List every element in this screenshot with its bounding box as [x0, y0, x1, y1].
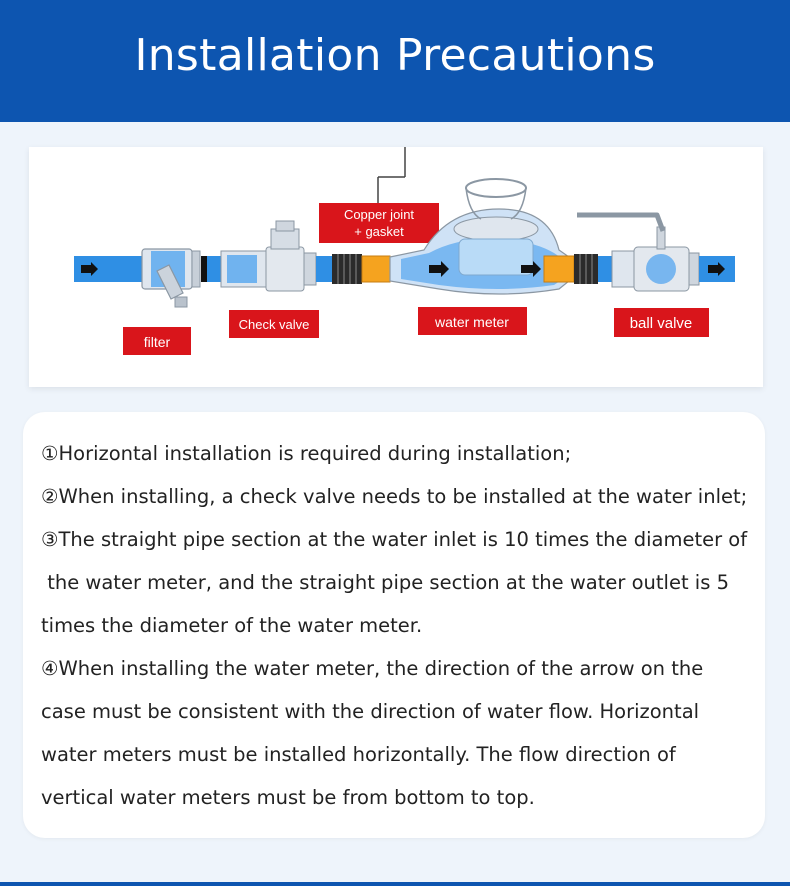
gasket-label: + gasket	[354, 224, 404, 239]
water-meter-label: water meter	[435, 314, 509, 330]
pipe-segment	[316, 256, 332, 282]
filter-label: filter	[143, 334, 171, 350]
page-header	[0, 0, 790, 122]
precaution-line: ②When installing, a check valve needs to be installed at the water inlet;	[41, 485, 748, 508]
pipe-segment	[598, 256, 612, 282]
page-title: Installation Precautions	[134, 30, 656, 81]
precaution-line: ③The straight pipe section at the water inlet is 10 times the diameter of	[41, 528, 748, 551]
precaution-line: case must be consistent with the direction of water flow. Horizontal	[41, 700, 700, 723]
copper-joint-inlet	[362, 256, 390, 282]
precaution-line: ①Horizontal installation is required during installation;	[41, 442, 572, 465]
precautions-card	[23, 412, 765, 838]
precaution-line: ④When installing the water meter, the direction of the arrow on the	[41, 657, 704, 680]
precautions-list	[41, 432, 759, 819]
precaution-line: times the diameter of the water meter.	[41, 614, 423, 637]
check-valve-label: Check valve	[238, 317, 310, 332]
precaution-line: the water meter, and the straight pipe section at the water outlet is 5	[41, 571, 729, 594]
filter-body	[142, 249, 207, 307]
pipe-segment	[207, 256, 221, 282]
copper-joint-outlet	[544, 256, 574, 282]
installation-diagram	[29, 147, 763, 387]
ball-valve-label: ball valve	[629, 315, 693, 332]
pipeline-illustration	[29, 147, 763, 387]
outlet-connector	[574, 254, 598, 284]
copper-joint-label: Copper joint	[343, 207, 415, 222]
precaution-line: water meters must be installed horizontally. The flow direction of	[41, 743, 676, 766]
bottom-rule	[0, 882, 790, 886]
check-valve-body	[221, 221, 316, 291]
precaution-line: vertical water meters must be from bottom to top.	[41, 786, 535, 809]
threaded-connector	[332, 254, 362, 284]
